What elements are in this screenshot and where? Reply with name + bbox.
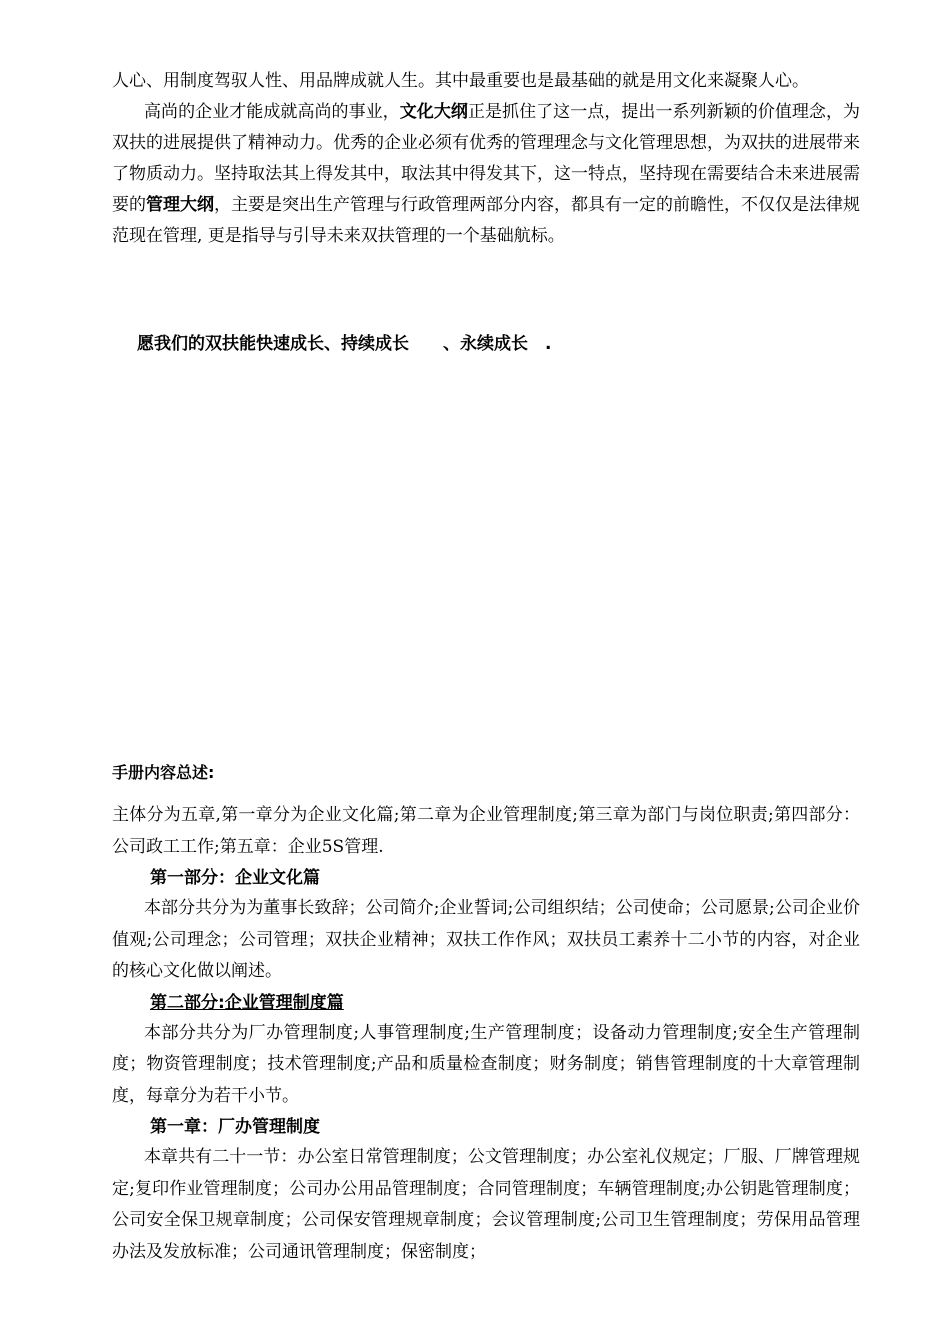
wish-slogan: 愿我们的双扶能快速成长、持续成长 、永续成长 .: [137, 334, 552, 354]
summary-section: [112, 800, 860, 1268]
summary-title: 手册内容总述:: [112, 763, 215, 782]
intro-paragraph-1: 人心、用制度驾驭人性、用品牌成就人生。其中最重要也是最基础的就是用文化来凝聚人心。: [112, 71, 809, 91]
intro-text-a: 高尚的企业才能成就高尚的事业，: [144, 102, 400, 122]
culture-outline-term: 文化大纲: [399, 102, 468, 122]
part1-text: 本部分共分为为董事长致辞；公司简介;企业誓词;公司组织结；公司使命；公司愿景;公司企业价值观;公司理念；公司管理；双扶企业精神；双扶工作作风；双扶员工素养十二小节的内容，对企业的核心文化做以阐述。: [112, 898, 860, 981]
chapter1-text: 本章共有二十一节：办公室日常管理制度；公文管理制度；办公室礼仪规定；厂服、厂牌管理规定;复印作业管理制度；公司办公用品管理制度；合同管理制度；车辆管理制度;办公钥匙管理制度；公司安全保卫规章制度；公司保安管理规章制度；会议管理制度;公司卫生管理制度；劳保用品管理办法及发放标准；公司通讯管理制度；保密制度；: [112, 1147, 860, 1262]
part2-heading: 第二部分:企业管理制度篇: [150, 992, 344, 1013]
intro-text-c: 正是抓住了这一点，提出一系列新颖的价值理念，为双扶的进展提供了精神动力。优秀的企业必须有优秀的管理理念与文化管理思想，为双扶的进展带来了物质动力。坚持取法其上得发其中，取法其中得发其下，这一特点，坚持现在需要结合未来进展需要的: [112, 102, 861, 215]
summary-overview: 主体分为五章,第一章分为企业文化篇;第二章为企业管理制度;第三章为部门与岗位职责;第四部分：公司政工工作;第五章：企业5S管理.: [112, 805, 860, 857]
intro-paragraph-2: [112, 97, 860, 252]
part1-heading: 第一部分：企业文化篇: [150, 868, 320, 888]
chapter1-heading: 第一章：厂办管理制度: [150, 1117, 320, 1137]
intro-text-e: ，主要是突出生产管理与行政管理两部分内容，都具有一定的前瞻性，不仅仅是法律规范现在管理, 更是指导与引导未来双扶管理的一个基础航标。: [112, 195, 860, 246]
part2-text: 本部分共分为厂办管理制度;人事管理制度;生产管理制度；设备动力管理制度;安全生产管理制度；物资管理制度；技术管理制度;产品和质量检查制度；财务制度；销售管理制度的十大章管理制度，每章分为若干小节。: [112, 1022, 860, 1106]
management-outline-term: 管理大纲: [146, 195, 214, 215]
intro-section: [112, 66, 860, 252]
